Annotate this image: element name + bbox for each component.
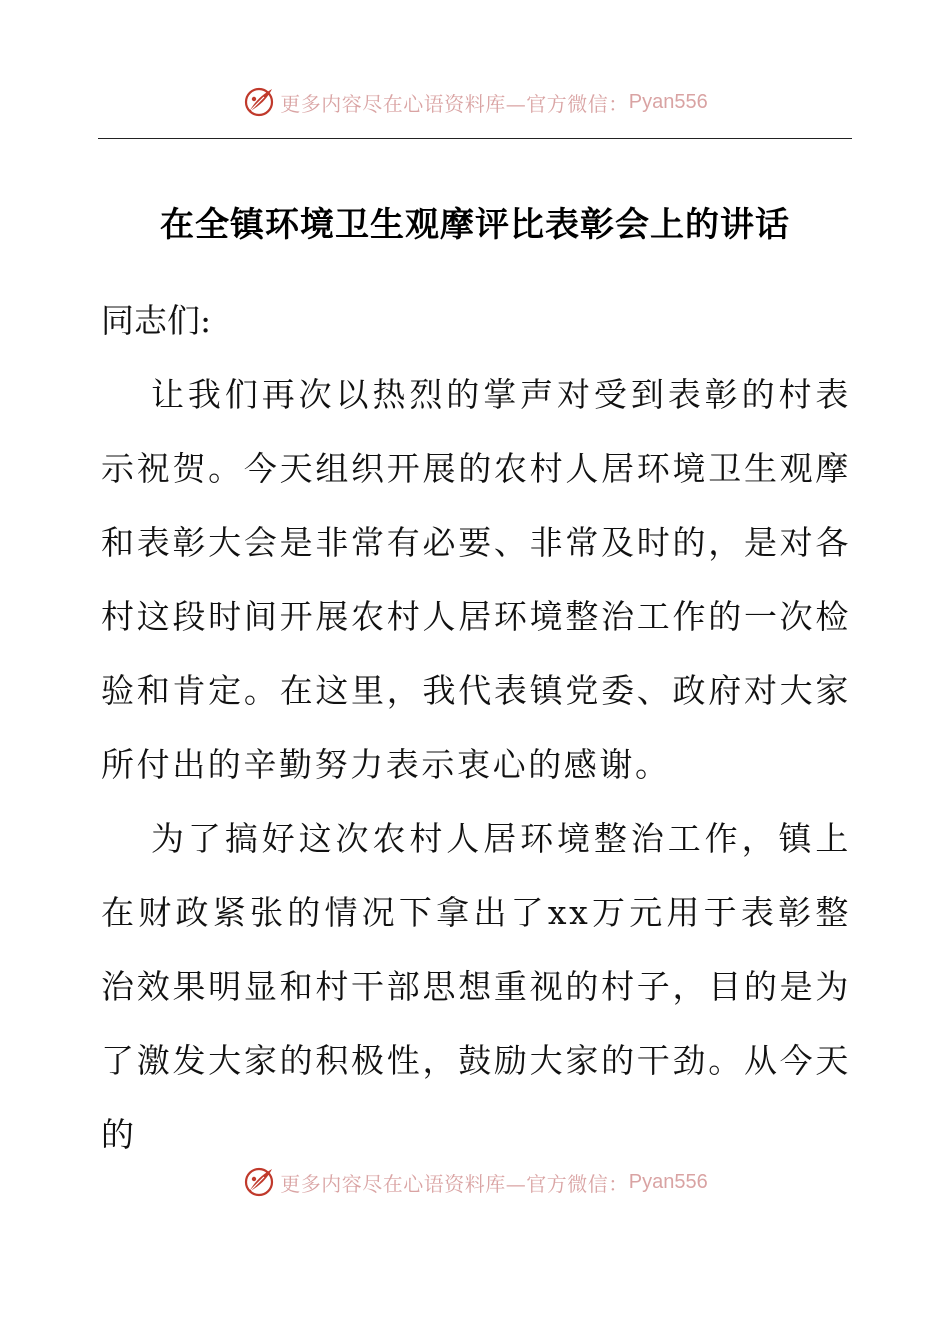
- banner-text: 更多内容尽在心语资料库—官方微信：: [280, 91, 629, 116]
- document-body: [101, 284, 851, 1172]
- document-title: 在全镇环境卫生观摩评比表彰会上的讲话: [160, 205, 790, 245]
- banner-text: 更多内容尽在心语资料库—官方微信：: [280, 1171, 629, 1196]
- header-divider: [98, 138, 852, 139]
- paragraph-1: 让我们再次以热烈的掌声对受到表彰的村表示祝贺。今天组织开展的农村人居环境卫生观摩和表彰大会是非常有必要、非常及时的，是对各村这段时间开展农村人居环境整治工作的一次检验和肯定。在这里，我代表镇党委、政府对大家所付出的辛勤努力表示衷心的感谢。: [101, 375, 851, 784]
- paragraph-2: 为了搞好这次农村人居环境整治工作，镇上在财政紧张的情况下拿出了xx万元用于表彰整治效果明显和村干部思想重视的村子，目的是为了激发大家的积极性，鼓励大家的干劲。从今天的: [101, 819, 851, 1154]
- salutation: 同志们:: [101, 301, 212, 340]
- banner-wechat-id: Pyan556: [628, 90, 708, 113]
- header-banner: [0, 80, 950, 124]
- banner-wechat-id: Pyan556: [628, 1170, 708, 1193]
- quill-pen-logo-icon: [242, 1165, 276, 1199]
- quill-pen-logo-icon: [242, 85, 276, 119]
- footer-banner: [0, 1160, 950, 1204]
